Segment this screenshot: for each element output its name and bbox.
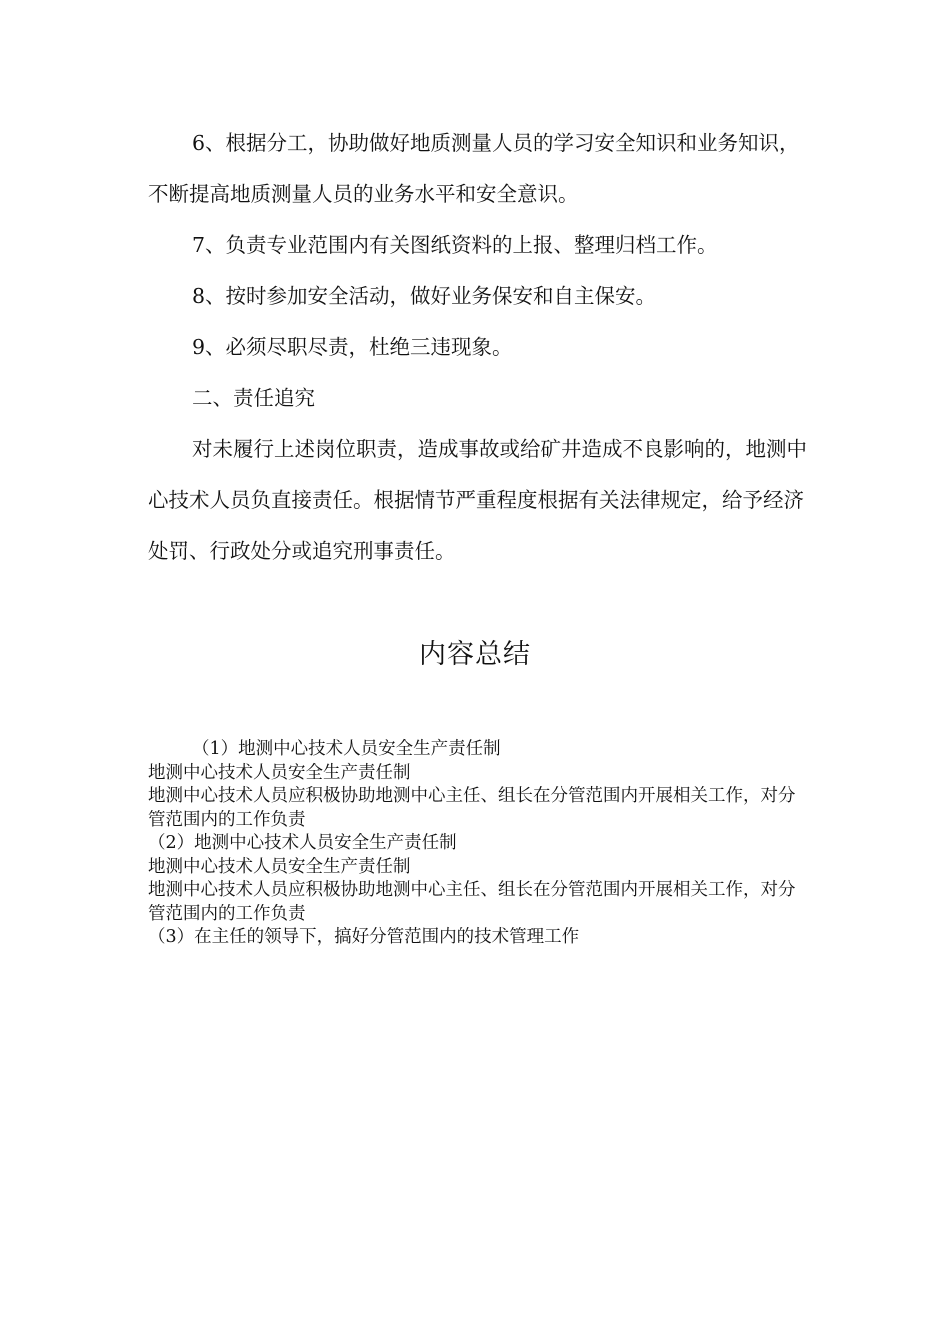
document-body [148,118,808,577]
summary-line: （2）地测中心技术人员安全生产责任制 [148,833,457,853]
summary-line: 地测中心技术人员安全生产责任制 [148,762,411,783]
summary-line: 地测中心技术人员应积极协助地测中心主任、组长在分管范围内开展相关工作，对分管范围内的工作负责 [148,880,796,924]
section-heading-responsibility: 二、责任追究 [192,386,315,410]
summary-title: 内容总结 [419,639,531,670]
paragraph-item-9: 9、必须尽职尽责，杜绝三违现象。 [192,335,513,359]
summary-line: （1）地测中心技术人员安全生产责任制 [192,739,501,759]
summary-line: （3）在主任的领导下，搞好分管范围内的技术管理工作 [148,927,580,947]
paragraph-item-8: 8、按时参加安全活动，做好业务保安和自主保安。 [192,284,657,308]
summary-line: 地测中心技术人员应积极协助地测中心主任、组长在分管范围内开展相关工作，对分管范围内的工作负责 [148,786,796,830]
summary-line: 地测中心技术人员安全生产责任制 [148,856,411,877]
paragraph-item-6: 6、根据分工，协助做好地质测量人员的学习安全知识和业务知识，不断提高地质测量人员的业务水平和安全意识。 [148,131,800,206]
paragraph-item-7: 7、负责专业范围内有关图纸资料的上报、整理归档工作。 [192,233,718,257]
paragraph-responsibility: 对未履行上述岗位职责，造成事故或给矿井造成不良影响的，地测中心技术人员负直接责任。根据情节严重程度根据有关法律规定，给予经济处罚、行政处分或追究刑事责任。 [148,437,807,563]
summary-body [148,738,808,950]
